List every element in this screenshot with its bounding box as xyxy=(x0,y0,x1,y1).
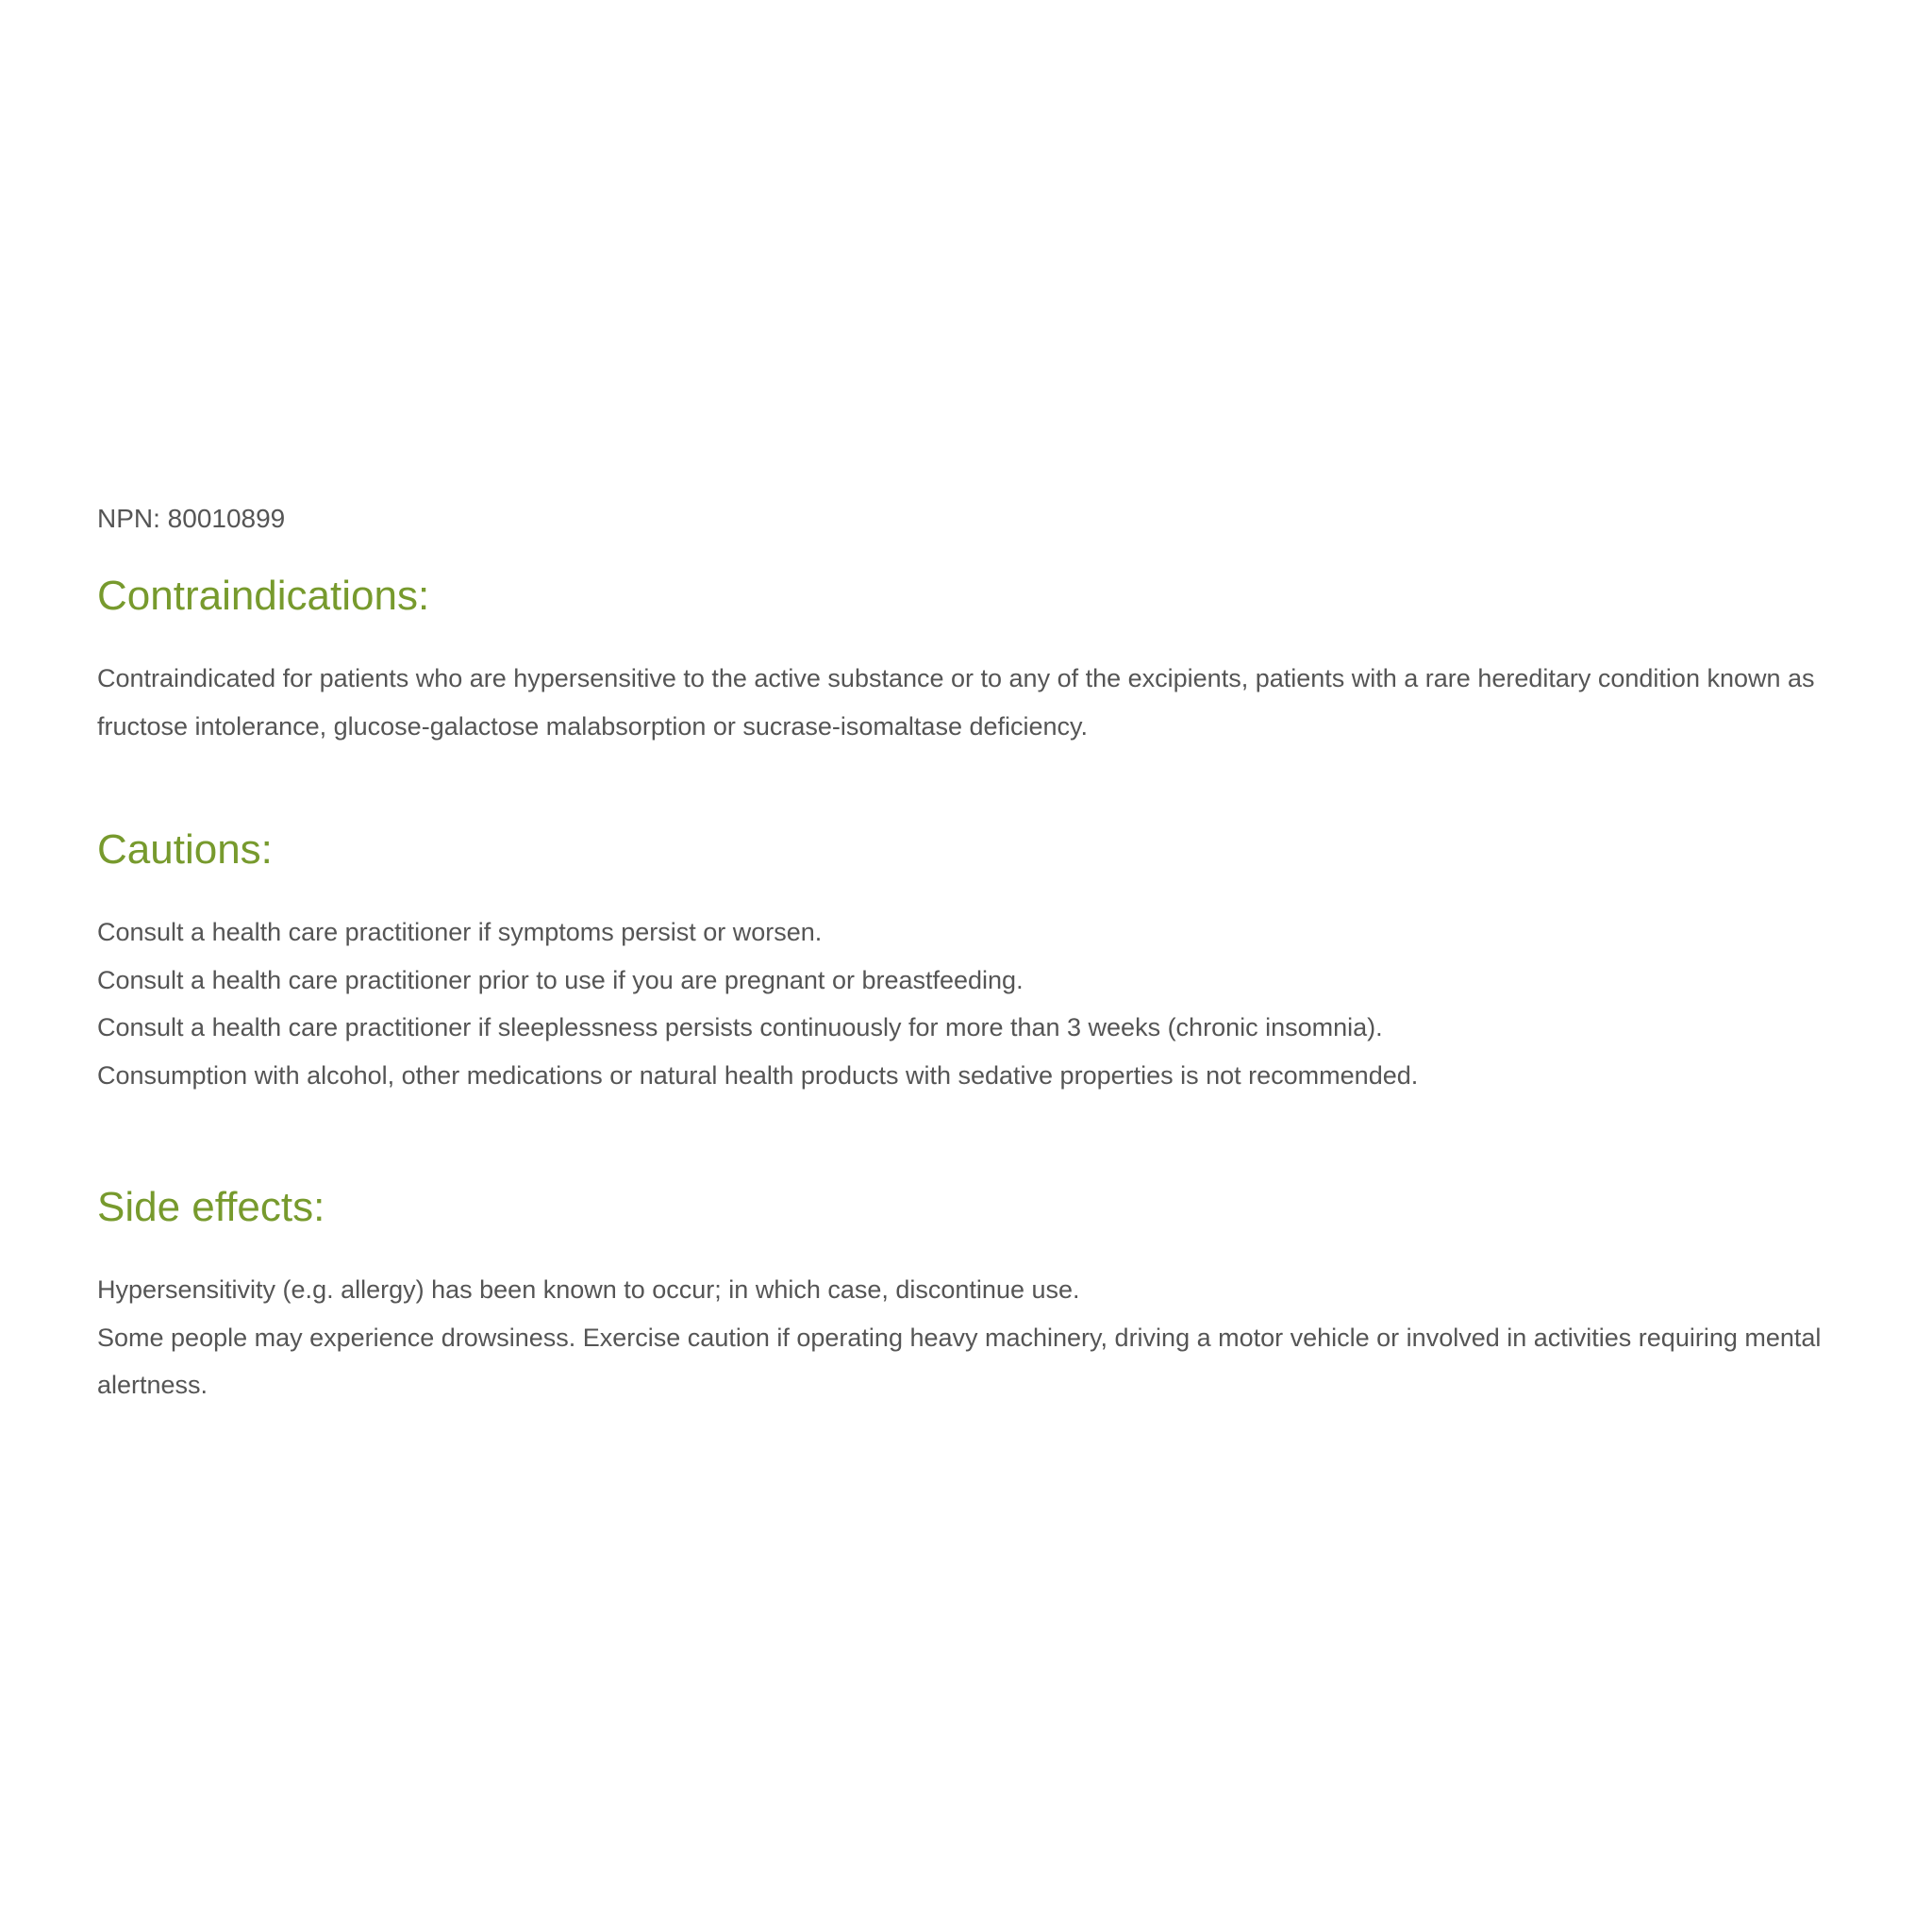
cautions-heading: Cautions: xyxy=(97,826,273,873)
npn-number: NPN: 80010899 xyxy=(97,504,286,533)
caution-line: Consult a health care practitioner prior to use if you are pregnant or breastfeeding. xyxy=(97,965,1024,994)
contraindications-heading: Contraindications: xyxy=(97,573,430,619)
caution-line: Consult a health care practitioner if sleeplessness persists continuously for more than 3 weeks (chronic insomnia). xyxy=(97,1013,1383,1041)
side-effect-line: Some people may experience drowsiness. Exercise caution if operating heavy machinery, driving a motor vehicle or involved in activities requiring mental alertness. xyxy=(97,1323,1822,1399)
contraindications-line: Contraindicated for patients who are hypersensitive to the active substance or to any of the excipients, patients with a rare hereditary condition known as fructose intolerance, glucose-galactose malabsorption or sucrase-isomaltase deficiency. xyxy=(97,664,1815,741)
product-info xyxy=(97,495,1871,1409)
side-effects-heading: Side effects: xyxy=(97,1184,325,1230)
caution-line: Consult a health care practitioner if symptoms persist or worsen. xyxy=(97,918,823,946)
side-effect-line: Hypersensitivity (e.g. allergy) has been known to occur; in which case, discontinue use. xyxy=(97,1275,1080,1304)
cautions-text xyxy=(97,908,1871,1099)
caution-line: Consumption with alcohol, other medications or natural health products with sedative properties is not recommended. xyxy=(97,1060,1419,1090)
contraindications-text xyxy=(97,655,1871,750)
side-effects-text xyxy=(97,1266,1871,1409)
